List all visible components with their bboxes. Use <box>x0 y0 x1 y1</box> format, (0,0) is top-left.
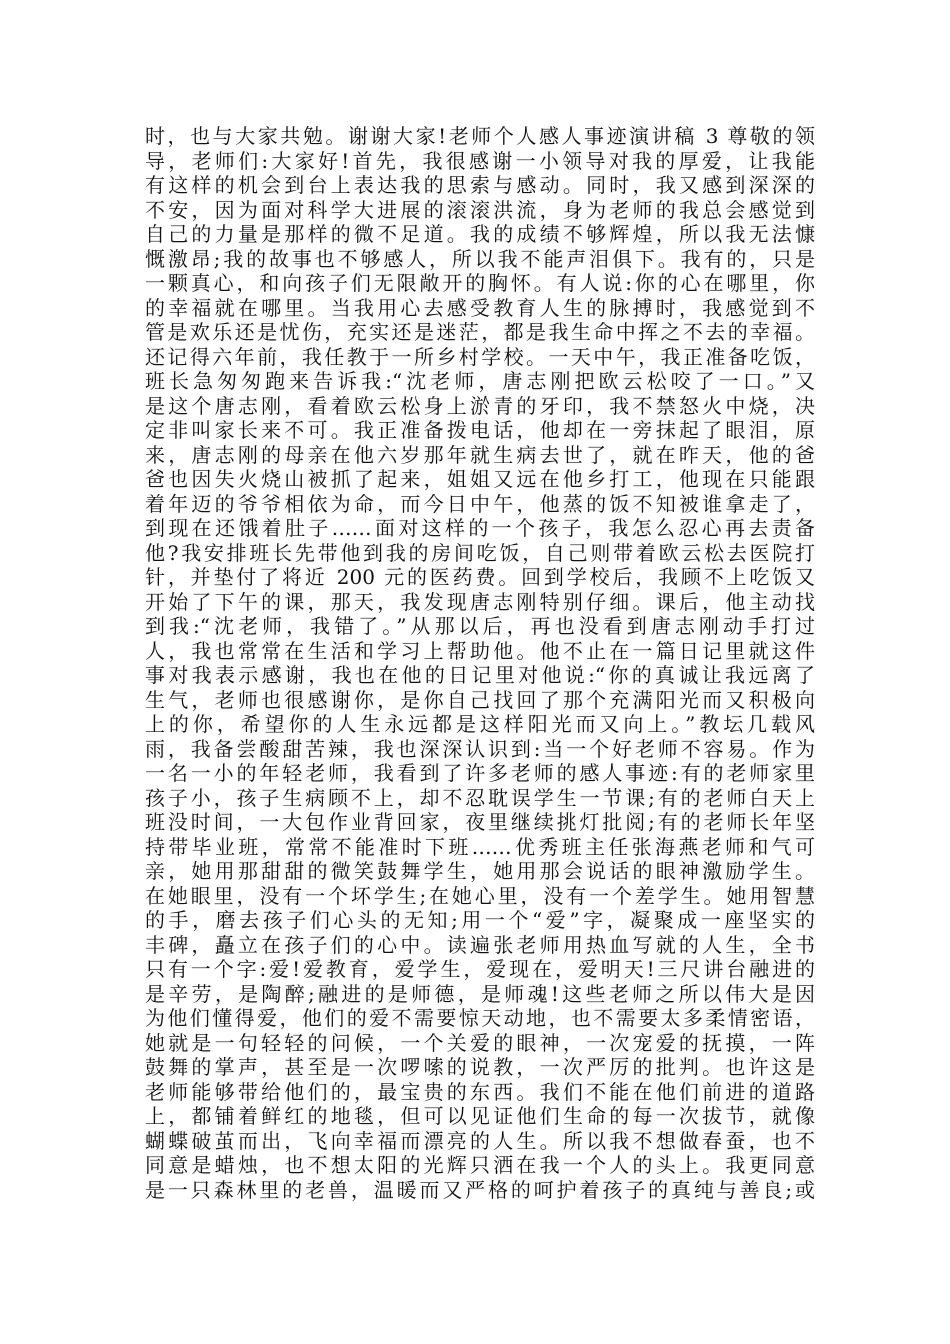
text-line: 班长急匆匆跑来告诉我:“沈老师，唐志刚把欧云松咬了一口。”又 <box>145 369 815 393</box>
text-line: 还记得六年前，我任教于一所乡村学校。一天中午，我正准备吃饭， <box>145 344 815 369</box>
text-line: 一颗真心，和向孩子们无限敞开的胸怀。有人说:你的心在哪里，你 <box>145 271 815 295</box>
text-line: 慨激昂;我的故事也不够感人，所以我不能声泪俱下。我有的，只是 <box>145 246 815 271</box>
text-line: 着年迈的爷爷相依为命，而今日中午，他蒸的饭不知被谁拿走了， <box>145 491 815 516</box>
text-line: 不安，因为面对科学大进展的滚滚洪流，身为老师的我总会感觉到 <box>145 197 815 222</box>
text-line: 只有一个字:爱!爱教育，爱学生，爱现在，爱明天!三尺讲台融进的 <box>145 957 815 981</box>
text-line: 孩子小，孩子生病顾不上，却不忍耽误学生一节课;有的老师白天上 <box>145 785 815 810</box>
text-line: 是辛劳，是陶醉;融进的是师德，是师魂!这些老师之所以伟大是因 <box>145 981 815 1006</box>
text-line: 人，我也常常在生活和学习上帮助他。他不止在一篇日记里就这件 <box>145 638 815 663</box>
text-line: 到现在还饿着肚子……面对这样的一个孩子，我怎么忍心再去责备 <box>145 516 815 540</box>
text-line: 她就是一句轻轻的问候，一个关爱的眼神，一次宠爱的抚摸，一阵 <box>145 1030 815 1055</box>
text-line: 老师能够带给他们的，最宝贵的东西。我们不能在他们前进的道路 <box>145 1079 815 1104</box>
text-line: 自己的力量是那样的微不足道。我的成绩不够辉煌，所以我无法慷 <box>145 222 815 246</box>
text-line: 班没时间，一大包作业背回家，夜里继续挑灯批阅;有的老师长年坚 <box>145 810 815 834</box>
text-line: 有这样的机会到台上表达我的思索与感动。同时，我又感到深深的 <box>145 173 815 197</box>
text-line: 爸也因失火烧山被抓了起来，姐姐又远在他乡打工，他现在只能跟 <box>145 467 815 491</box>
text-line: 定非叫家长来不可。我正准备拨电话，他却在一旁抹起了眼泪，原 <box>145 418 815 442</box>
text-line: 时，也与大家共勉。谢谢大家!老师个人感人事迹演讲稿 3 尊敬的领 <box>145 124 815 148</box>
text-line: 生气，老师也很感谢你，是你自己找回了那个充满阳光而又积极向 <box>145 687 815 712</box>
text-line: 到我:“沈老师，我错了。”从那以后，再也没看到唐志刚动手打过 <box>145 614 815 638</box>
text-line: 丰碑，矗立在孩子们的心中。读遍张老师用热血写就的人生，全书 <box>145 932 815 957</box>
text-line: 针，并垫付了将近 200 元的医药费。回到学校后，我顾不上吃饭又 <box>145 565 815 589</box>
text-line: 上的你，希望你的人生永远都是这样阳光而又向上。”教坛几载风 <box>145 712 815 736</box>
text-line: 持带毕业班，常常不能准时下班……优秀班主任张海燕老师和气可 <box>145 834 815 859</box>
text-line: 事对我表示感谢，我也在他的日记里对他说:“你的真诚让我远离了 <box>145 663 815 687</box>
text-line: 为他们懂得爱，他们的爱不需要惊天动地，也不需要太多柔情密语， <box>145 1006 815 1030</box>
text-line: 同意是蜡烛，也不想太阳的光辉只洒在我一个人的头上。我更同意 <box>145 1153 815 1177</box>
text-line: 上，都铺着鲜红的地毯，但可以见证他们生命的每一次拔节，就像 <box>145 1104 815 1128</box>
body-text <box>145 124 815 1202</box>
text-line: 亲，她用那甜甜的微笑鼓舞学生，她用那会说话的眼神激励学生。 <box>145 859 815 883</box>
text-line: 来，唐志刚的母亲在他六岁那年就生病去世了，就在昨天，他的爸 <box>145 442 815 467</box>
text-line: 导，老师们:大家好!首先，我很感谢一小领导对我的厚爱，让我能 <box>145 148 815 173</box>
text-line: 是一只森林里的老兽，温暖而又严格的呵护着孩子的真纯与善良;或 <box>145 1177 815 1202</box>
text-line: 管是欢乐还是忧伤，充实还是迷茫，都是我生命中挥之不去的幸福。 <box>145 320 815 344</box>
text-line: 在她眼里，没有一个坏学生;在她心里，没有一个差学生。她用智慧 <box>145 883 815 908</box>
text-line: 鼓舞的掌声，甚至是一次啰嗦的说教，一次严厉的批判。也许这是 <box>145 1055 815 1079</box>
text-line: 他?我安排班长先带他到我的房间吃饭，自己则带着欧云松去医院打 <box>145 540 815 565</box>
text-line: 一名一小的年轻老师，我看到了许多老师的感人事迹:有的老师家里 <box>145 761 815 785</box>
text-line: 的幸福就在哪里。当我用心去感受教育人生的脉搏时，我感觉到不 <box>145 295 815 320</box>
text-line: 雨，我备尝酸甜苦辣，我也深深认识到:当一个好老师不容易。作为 <box>145 736 815 761</box>
text-line: 是这个唐志刚，看着欧云松身上淤青的牙印，我不禁怒火中烧，决 <box>145 393 815 418</box>
text-line: 开始了下午的课，那天，我发现唐志刚特别仔细。课后，他主动找 <box>145 589 815 614</box>
text-line: 的手，磨去孩子们心头的无知;用一个“爱”字，凝聚成一座坚实的 <box>145 908 815 932</box>
text-line: 蝴蝶破茧而出，飞向幸福而漂亮的人生。所以我不想做春蚕，也不 <box>145 1128 815 1153</box>
